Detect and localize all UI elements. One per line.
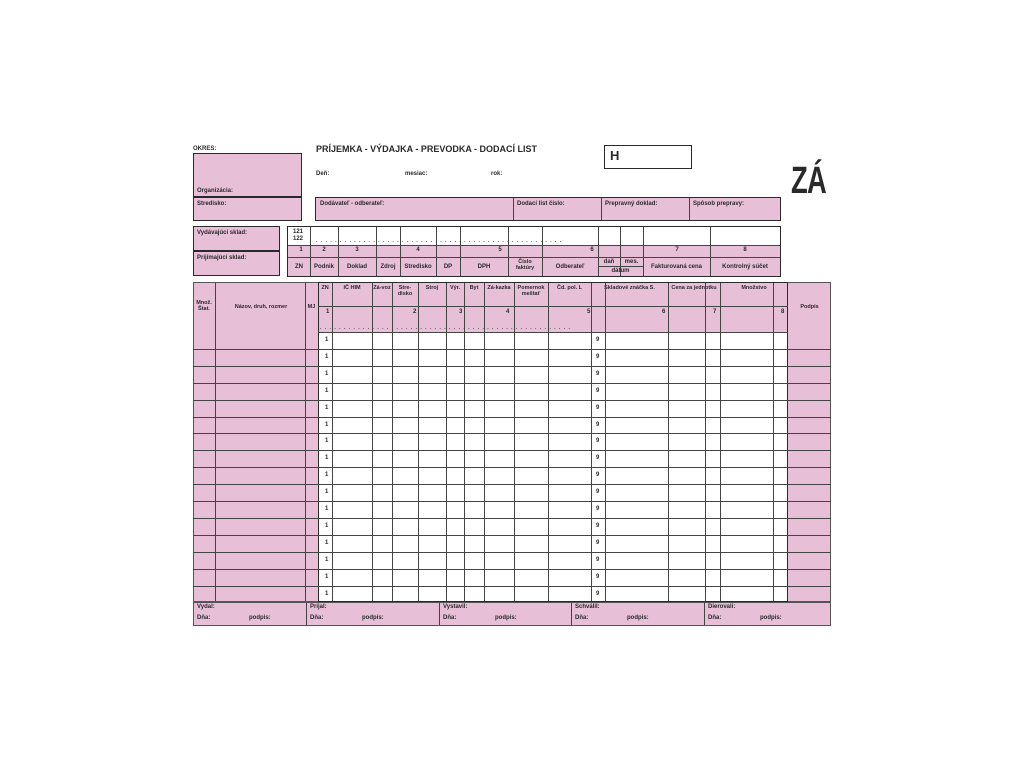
table-row[interactable] (318, 383, 788, 400)
header-col-1: ZN (321, 285, 329, 291)
row-line-right (788, 552, 831, 553)
row-line-left (193, 518, 318, 519)
header-col-11: Skladové znáčka S. (604, 285, 655, 291)
row-mark-1: 1 (325, 353, 329, 360)
main-number-row-dots: . . . . . . . . . . . . . . . . . . . . . . . . . . . . . . . . . . . . . . . . . . . . . . . . . . . . . (320, 325, 571, 331)
row-mark-1: 1 (325, 455, 329, 462)
dodaci-list-label: Dodací list číslo: (517, 201, 565, 207)
row-line-left (193, 586, 318, 587)
row-mark-9: 9 (596, 506, 600, 512)
table-row[interactable] (318, 501, 788, 518)
row-line-right (788, 467, 831, 468)
row-line-right (788, 586, 831, 587)
footer-sign-label: podpis: (627, 615, 649, 621)
row-line-left (193, 433, 318, 434)
header-number-1: 1 (326, 309, 330, 315)
header-nazov: Názov, druh, rozmer (234, 304, 288, 310)
row-line-left (193, 400, 318, 401)
header-number-3: 3 (459, 309, 463, 315)
table-row[interactable] (318, 552, 788, 569)
header-col-3: Zá-voz (373, 285, 391, 291)
row-mark-1: 1 (325, 506, 329, 512)
mesiac-label: mesiac: (405, 171, 428, 177)
row-mark-9: 9 (596, 438, 600, 445)
strip-num-2: 2 (322, 247, 326, 253)
strip-num-8: 8 (743, 247, 747, 253)
header-col-6: Výr. (449, 285, 461, 291)
table-row[interactable] (318, 535, 788, 552)
row-mark-1: 1 (325, 590, 329, 597)
table-row[interactable] (318, 400, 788, 417)
divider (513, 198, 514, 220)
header-mj: MJ (307, 304, 316, 310)
rok-label: rok: (491, 171, 503, 177)
divider (288, 257, 780, 258)
footer-sign-label: podpis: (362, 615, 384, 621)
row-line-right (788, 501, 831, 502)
table-row[interactable] (318, 467, 788, 484)
footer-label: Vydal: (197, 604, 215, 610)
row-mark-1: 1 (325, 337, 329, 343)
code-121: 121 (293, 229, 304, 235)
header-number-2: 2 (413, 309, 417, 315)
row-line-right (788, 535, 831, 536)
footer-day-label: Dňa: (575, 615, 589, 621)
row-line-left (193, 349, 318, 350)
prepravny-label: Prepravný doklad: (605, 201, 658, 207)
table-row[interactable] (318, 450, 788, 467)
form-title: PRÍJEMKA - VÝDAJKA - PREVODKA - DODACÍ LIST (316, 144, 538, 154)
table-row[interactable] (318, 417, 788, 434)
row-line-right (788, 383, 831, 384)
header-number-8: 8 (781, 309, 785, 315)
row-mark-1: 1 (325, 522, 329, 529)
header-col-5: Stroj (425, 285, 439, 291)
header-col-8: Zá-kazka (487, 285, 511, 291)
footer-sign-label: podpis: (249, 615, 271, 621)
row-mark-1: 1 (325, 539, 329, 546)
organizacia-label: Organizácia: (197, 188, 234, 194)
strip-label-fakturovana-cena: Fakturovaná cena (650, 264, 703, 270)
footer-sign-label: podpis: (495, 615, 517, 621)
code-letter: H (610, 148, 620, 163)
row-mark-9: 9 (596, 472, 600, 479)
divider (318, 306, 788, 307)
row-mark-9: 9 (596, 353, 600, 360)
row-mark-1: 1 (325, 556, 329, 563)
row-line-right (788, 450, 831, 451)
row-line-left (193, 552, 318, 553)
header-number-7: 7 (713, 309, 717, 315)
row-line-left (193, 467, 318, 468)
okres-label: OKRES: (193, 146, 217, 152)
header-col-10: Čd. pol. L (556, 285, 583, 291)
row-line-left (193, 450, 318, 451)
strip-label-dan: daň (603, 259, 615, 265)
row-line-left (193, 366, 318, 367)
row-line-left (193, 484, 318, 485)
strip-label-zdroj: Zdroj (380, 264, 396, 270)
strip-num-4: 4 (416, 247, 420, 253)
strip-num-6: 6 (590, 247, 594, 253)
row-mark-9: 9 (596, 455, 600, 462)
prijimajuci-label: Prijímajúci sklad: (197, 255, 247, 261)
footer-label: Vystavil: (443, 604, 468, 610)
strip-label-stredisko: Stredisko (404, 264, 432, 270)
row-mark-9: 9 (596, 590, 600, 597)
strip-num-5: 5 (498, 247, 502, 253)
row-line-right (788, 433, 831, 434)
header-col-12: Cena za jednotku (671, 285, 717, 291)
strip-label-mes: mes. (624, 259, 639, 265)
header-mnoz-stat: Množ. Štat. (196, 300, 212, 312)
table-row[interactable] (318, 366, 788, 383)
footer-day-label: Dňa: (443, 615, 457, 621)
footer-label: Dierovali: (708, 604, 736, 610)
table-row[interactable] (318, 518, 788, 535)
header-number-6: 6 (662, 309, 666, 315)
row-mark-1: 1 (325, 489, 329, 496)
strip-num-1: 1 (299, 247, 303, 253)
row-mark-9: 9 (596, 522, 600, 529)
row-mark-9: 9 (596, 539, 600, 546)
header-number-5: 5 (587, 309, 591, 315)
row-mark-1: 1 (325, 370, 329, 377)
row-mark-9: 9 (596, 337, 600, 343)
row-mark-9: 9 (596, 370, 600, 377)
strip-label-datum: dátum (611, 268, 630, 274)
divider (601, 198, 602, 220)
row-line-right (788, 484, 831, 485)
row-mark-9: 9 (596, 573, 600, 580)
strip-label-dph: DPH (477, 264, 491, 270)
divider (689, 198, 690, 220)
row-mark-9: 9 (596, 489, 600, 496)
divider (508, 227, 509, 276)
header-col-4: Stre-disko (397, 285, 413, 297)
strip-label-doklad: Doklad (346, 264, 367, 270)
table-row[interactable] (318, 349, 788, 366)
footer-label: Prijal: (310, 604, 327, 610)
row-line-right (788, 366, 831, 367)
strip-label-zn: ZN (295, 264, 303, 270)
header-col-9: Pomernok meštať (517, 285, 545, 297)
footer-label: Schválil: (575, 604, 600, 610)
strip-num-3: 3 (355, 247, 359, 253)
strip-label-odberatel: Odberateľ (555, 264, 585, 270)
row-line-left (193, 501, 318, 502)
vydavajuci-label: Vydávajúci sklad: (197, 230, 248, 236)
row-mark-1: 1 (325, 472, 329, 479)
row-mark-1: 1 (325, 404, 329, 411)
strip-label-cislo-faktury: Číslo faktúry (515, 259, 535, 271)
column-divider (215, 283, 216, 601)
column-divider (305, 283, 306, 601)
strip-label-dp: DP (443, 264, 453, 270)
code-strip-numbers-band (288, 245, 780, 257)
code-122: 122 (293, 236, 304, 242)
row-mark-1: 1 (325, 573, 329, 580)
table-row[interactable] (318, 586, 788, 603)
code-strip-dots: . . . . . . . . . . . . . . . . . . . . . . . . . . . . . . . . . . . . . . . . . . . . . . . . . . . . (316, 238, 563, 244)
header-podpis: Podpis (800, 304, 819, 310)
row-mark-9: 9 (596, 387, 600, 394)
footer-day-label: Dňa: (197, 615, 211, 621)
row-line-left (193, 569, 318, 570)
row-line-left (193, 383, 318, 384)
footer-day-label: Dňa: (708, 615, 722, 621)
big-letters: ZÁ (791, 160, 827, 202)
row-mark-9: 9 (596, 556, 600, 563)
footer-sign-label: podpis: (760, 615, 782, 621)
row-mark-1: 1 (325, 387, 329, 394)
row-mark-9: 9 (596, 421, 600, 428)
footer-day-label: Dňa: (310, 615, 324, 621)
table-row[interactable] (318, 484, 788, 501)
table-row[interactable] (318, 433, 788, 450)
row-line-left (193, 417, 318, 418)
row-mark-1: 1 (325, 438, 329, 445)
strip-label-kontrolny-sucet: Kontrolný súčet (722, 264, 768, 270)
row-line-right (788, 518, 831, 519)
row-line-right (788, 417, 831, 418)
stredisko-label: Stredisko: (197, 201, 227, 207)
divider (288, 245, 780, 246)
row-line-left (193, 535, 318, 536)
row-mark-9: 9 (596, 404, 600, 411)
den-label: Deň: (316, 171, 330, 177)
row-line-right (788, 400, 831, 401)
strip-num-7: 7 (675, 247, 679, 253)
divider (598, 266, 643, 267)
sposob-label: Spôsob prepravy: (693, 201, 745, 207)
header-col-2: IČ HIM (343, 285, 361, 291)
dodavatel-label: Dodávateľ - odberateľ: (320, 201, 385, 207)
header-number-4: 4 (506, 309, 510, 315)
row-line-right (788, 349, 831, 350)
table-row[interactable] (318, 569, 788, 586)
header-col-7: Byt (469, 285, 479, 291)
table-row[interactable] (318, 332, 788, 349)
row-line-right (788, 569, 831, 570)
header-col-13: Množstvo (741, 285, 767, 291)
row-mark-1: 1 (325, 421, 329, 428)
strip-label-podnik: Podnik (313, 264, 334, 270)
